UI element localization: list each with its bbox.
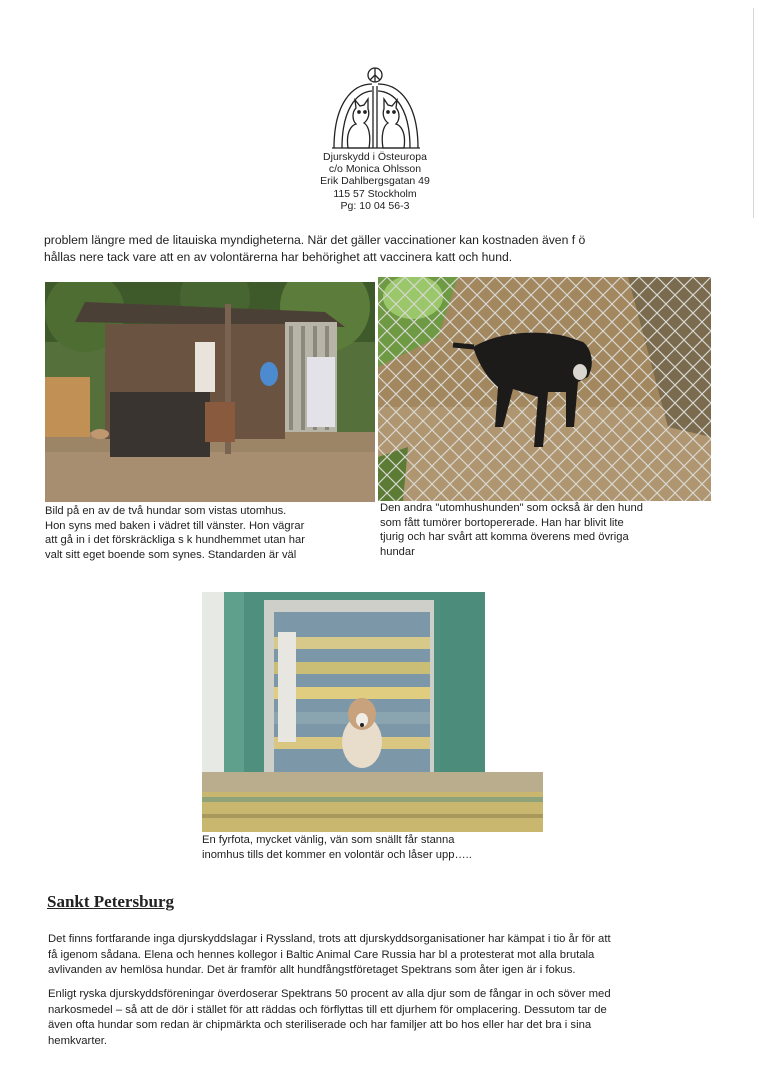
caption-line: En fyrfota, mycket vänlig, vän som snällt får stanna [202,834,455,846]
organization-address [300,151,450,212]
caption-line: Den andra "utomhushunden" som också är den hund [380,502,643,514]
caption-line: Bild på en av de två hundar som vistas utomhus. [45,505,287,517]
paragraph-line: Det finns fortfarande inga djurskyddslagar i Ryssland, trots att djurskyddsorganisationer har kämpat i tio år för att [48,933,611,945]
cat-and-dog-logo-icon [328,64,424,152]
section-heading: Sankt Petersburg [47,892,175,911]
intro-line: problem längre med de litauiska myndigheterna. När det gäller vaccinationer kan kostnaden även f ö [44,233,586,247]
paragraph-line: Enligt ryska djurskyddsföreningar överdoserar Spektrans 50 procent av alla djur som de fångar in och söver med [48,988,611,1000]
caption-line: hundar [380,545,415,558]
caption-line: tjurig och har svårt att komma överens med övriga [380,531,629,543]
photo-caption [45,504,375,562]
body-paragraph [48,932,728,979]
caption-line: inomhus tills det kommer en volontär och låser upp….. [202,848,472,861]
paragraph-line: få igenom sådana. Elena och hennes kollegor i Baltic Animal Care Russia har bl a protesterat mot alla brutala [48,948,595,961]
body-paragraph [48,987,728,1049]
caption-line: valt sitt eget boende som synes. Standarden är väl [45,548,297,561]
address-line: Djurskydd i Östeuropa [323,151,427,163]
black-dog-behind-fence-photo [378,277,711,501]
photo-caption [380,501,710,559]
caption-line: Hon syns med baken i vädret till vänster. Hon vägrar [45,519,305,532]
paragraph-line: avlivanden av hemlösa hundar. Det är framför allt hundfångstföretaget Spektrans som åter igen är i fokus. [48,964,576,977]
intro-line: hållas nere tack vare att en av volontärerna har behörighet att vaccinera katt och hund. [44,250,513,264]
address-line: Erik Dahlbergsgatan 49 [320,175,430,188]
paragraph-line: narkosmedel – så att de dör i stället för att räddas och förflyttas till ett djurhem för omplacering. Dessutom tar de [48,1003,607,1016]
intro-paragraph [44,232,724,266]
photo-caption [202,833,543,862]
caption-line: att gå in i det förskräckliga s k hundhemmet utan har [45,534,305,546]
page-edge-line [753,8,754,218]
dog-in-window-photo [202,592,543,832]
paragraph-line: hemkvarter. [48,1034,108,1047]
address-line: 115 57 Stockholm [333,187,417,200]
dog-shelter-shed-photo [45,282,375,502]
caption-line: som fått tumörer bortopererade. Han har blivit lite [380,516,624,529]
address-line: Pg: 10 04 56-3 [340,199,410,212]
address-line: c/o Monica Ohlsson [328,163,422,176]
paragraph-line: även ofta hundar som redan är chipmärkta och steriliserade och har familjer att bo hos eller har det bra i sina [48,1019,592,1032]
